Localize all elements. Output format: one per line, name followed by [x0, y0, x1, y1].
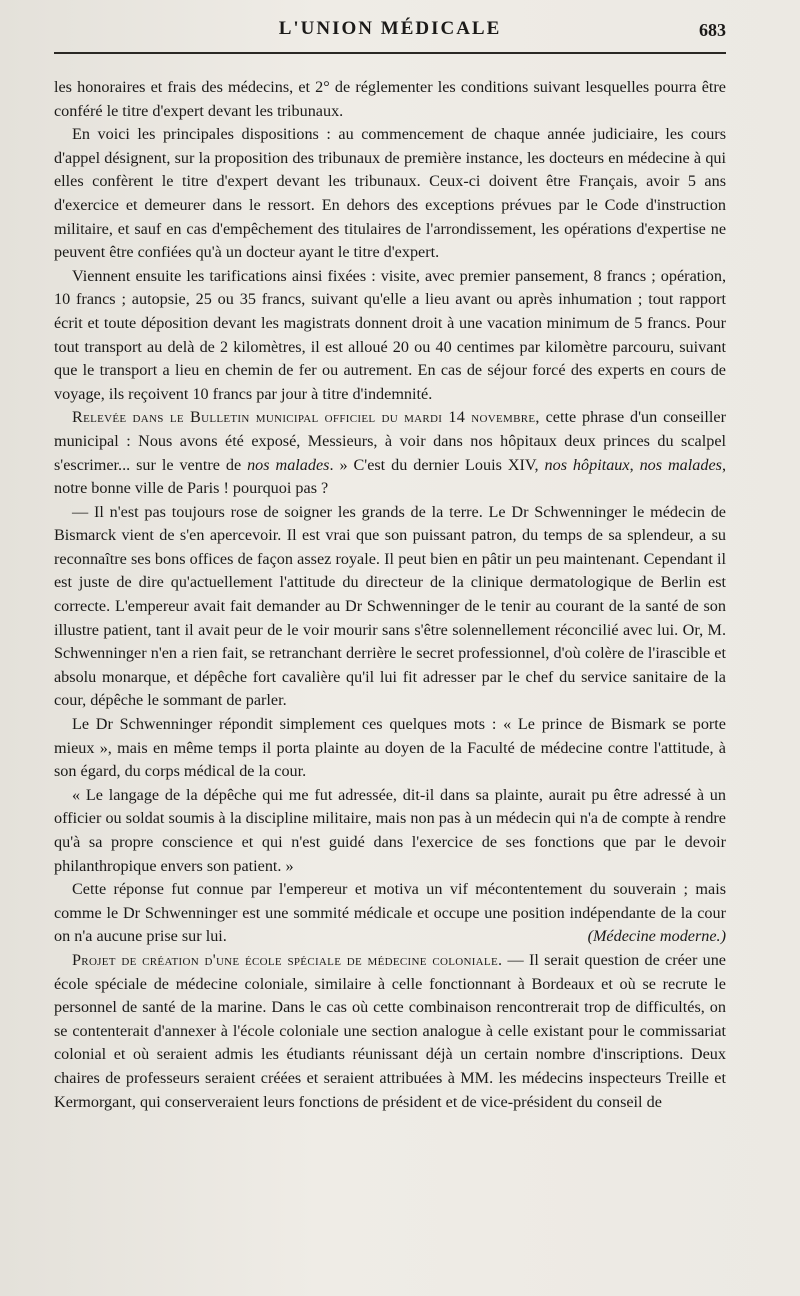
paragraph-9 — [54, 949, 726, 1114]
paragraph-4 — [54, 406, 726, 500]
paragraph-4-italic-1: nos malades — [247, 455, 330, 474]
paragraph-6: Le Dr Schwenninger répondit simplement ces quelques mots : « Le prince de Bismark se porte mieux », mais en même temps il porta plainte au doyen de la Faculté de médecine contre l'attitude, à son égard, du corps médical de la cour. — [54, 715, 726, 781]
paragraph-7: « Le langage de la dépêche qui me fut adressée, dit-il dans sa plainte, aurait pu être adressé à un officier ou soldat soumis à la discipline militaire, mais non pas à un médecin qui n'a de compte à rendre qu'à sa propre conscience et qui n'est guidé dans l'exercice de ses fonctions que par le devoir philanthropique envers son patient. » — [54, 785, 726, 875]
paragraph-8 — [54, 878, 726, 949]
paragraph-4-text-c: , — [629, 455, 640, 474]
paragraph-9-text: — Il serait question de créer une école spéciale de médecine coloniale, similaire à celle fonctionnant à Bordeaux et où se recrute le personnel de santé de la marine. Dans le cas où cette combinaison rencontrerait trop de difficultés, on se contenterait d'annexer à l'école coloniale une section analogue à celle existant pour le commissariat colonial et où seraient admis les étudiants réunissant déjà un certain nombre d'inscriptions. Deux chaires de professeurs seraient créées et seraient attribuées à MM. les médecins inspecteurs Treille et Kermorgant, qui conserveraient leurs fonctions de président et de vice-président du conseil de — [54, 950, 726, 1111]
paragraph-4-italic-3: nos malades — [639, 455, 722, 474]
running-title: L'UNION MÉDICALE — [278, 18, 502, 39]
paragraph-2: En voici les principales dispositions : au commencement de chaque année judiciaire, les cours d'appel désignent, sur la proposition des tribunaux de première instance, les docteurs en médecine à qui elles confèrent le titre d'expert devant les tribunaux. Ceux-ci doivent être Français, avoir 5 ans d'exercice et demeurer dans le ressort. En dehors des exceptions prévues par le Code d'instruction militaire, et sauf en cas d'empêchement des titulaires de l'arrondissement, les opérations d'expertise ne peuvent être confiées qu'à un docteur ayant le titre d'expert. — [54, 125, 726, 262]
paragraph-8-text: Cette réponse fut connue par l'empereur et motiva un vif mécontentement du souverain ; mais comme le Dr Schwenninger est une sommité médicale et occupe une position indépendante de la cour on n'a aucune prise sur lui. — [54, 880, 726, 946]
article-body — [54, 76, 726, 1114]
header-rule — [54, 52, 726, 54]
paragraph-5: — Il n'est pas toujours rose de soigner les grands de la terre. Le Dr Schwenninger le médecin de Bismarck vient de s'en apercevoir. Il est vrai que son puissant patron, du temps de sa splendeur, a su reconnaître ses bons offices de façon assez royale. Il peut bien en pâtir un peu maintenant. Cependant il est juste de dire qu'actuellement l'attitude du directeur de la clinique dermatologique de Berlin est correcte. L'empereur avait fait demander au Dr Schwenninger de le tenir au courant de la santé de son illustre patient, tant il avait peur de le voir mourir sans s'être solennellement réconcilié avec lui. Or, M. Schwenninger n'en a rien fait, se retranchant derrière le secret professionnel, d'où colère de l'irascible et absolu monarque, et dépêche fort cavalière qu'il lui fit adresser par le chef du service sanitaire de la cour, dépêche le sommant de parler. — [54, 502, 726, 710]
paragraph-1: les honoraires et frais des médecins, et 2° de réglementer les conditions suivant lesquelles pourra être conféré le titre d'expert devant les tribunaux. — [54, 78, 726, 120]
source-citation: (Médecine moderne.) — [587, 927, 726, 946]
paragraph-4-text-d: , notre bonne ville de Paris ! pourquoi pas ? — [54, 455, 726, 498]
page-number: 683 — [699, 20, 726, 40]
paragraph-4-italic-2: nos hôpitaux — [544, 455, 630, 474]
page-header — [54, 18, 726, 58]
section-heading-releve: Relevée dans le Bulletin municipal officiel du mardi 14 novembre, — [72, 408, 540, 427]
paragraph-4-text-a: cette phrase d'un conseiller municipal : Nous avons été exposé, Messieurs, à voir dans nos hôpitaux deux princes du scalpel s'escrimer... sur le ventre de — [54, 408, 726, 474]
paragraph-3: Viennent ensuite les tarifications ainsi fixées : visite, avec premier pansement, 8 francs ; opération, 10 francs ; autopsie, 25 ou 35 francs, suivant qu'elle a lieu avant ou après inhumation ; tout rapport écrit et toute déposition devant les magistrats donnent droit à une vacation minimum de 5 francs. Pour tout transport au delà de 2 kilomètres, il est alloué 20 ou 40 centimes par kilomètre parcouru, suivant que le transport a lieu en chemin de fer ou autrement. En cas de séjour forcé des experts en cours de voyage, ils reçoivent 10 francs par jour à titre d'indemnité. — [54, 266, 726, 403]
paragraph-4-text-b: . » C'est du dernier Louis XIV, — [329, 455, 545, 474]
section-heading-projet: Projet de création d'une école spéciale de médecine coloniale. — [72, 950, 503, 969]
